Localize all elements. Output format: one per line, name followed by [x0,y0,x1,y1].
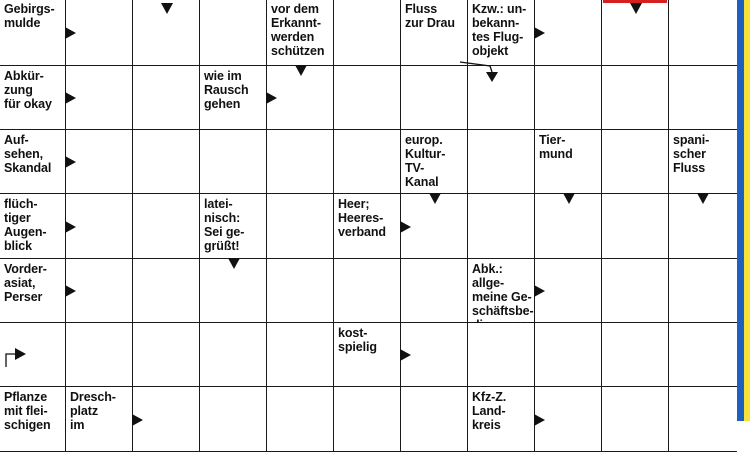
answer-cell[interactable] [669,323,737,387]
answer-cell[interactable] [602,194,669,259]
clue-cell-c19 [468,387,535,452]
clue-text: Fluss zur Drau [405,2,455,30]
clue-text: Tier- mund [539,133,573,161]
arrow-down-icon [630,3,642,14]
clue-text: vor dem Erkannt- werden schützen [271,2,325,58]
answer-cell[interactable] [602,323,669,387]
answer-cell[interactable] [267,194,334,259]
answer-cell[interactable] [468,194,535,259]
arrow-right-icon [65,221,76,233]
answer-cell[interactable] [200,387,267,452]
answer-cell[interactable] [535,387,602,452]
answer-cell[interactable] [133,387,200,452]
answer-cell[interactable] [669,66,737,130]
answer-cell[interactable] [669,0,737,66]
answer-cell[interactable] [334,387,401,452]
clue-text: Vorder- asiat, Perser [4,262,47,304]
arrow-right-icon [65,156,76,168]
clue-cell-c9 [535,130,602,194]
answer-cell[interactable] [468,130,535,194]
arrow-right-icon [65,92,76,104]
clue-text: flüch- tiger Augen- blick [4,197,47,253]
answer-cell[interactable] [66,0,133,66]
answer-cell[interactable] [602,259,669,323]
answer-cell[interactable] [133,259,200,323]
answer-cell[interactable] [133,66,200,130]
answer-cell[interactable] [66,323,133,387]
answer-cell[interactable] [334,0,401,66]
answer-cell[interactable] [66,259,133,323]
arrow-right-icon [65,27,76,39]
arrow-right-icon [65,285,76,297]
arrow-down-icon [161,3,173,14]
clue-cell-c17 [0,387,66,452]
answer-cell[interactable] [401,66,468,130]
answer-cell[interactable] [602,66,669,130]
clue-text: wie im Rausch gehen [204,69,249,111]
arrow-right-icon [534,285,545,297]
answer-cell[interactable] [133,194,200,259]
answer-cell[interactable] [200,0,267,66]
clue-text: Abk.: allge- meine Ge- schäftsbe- [472,262,534,318]
arrow-right-icon [266,92,277,104]
clue-cell-c18 [66,387,133,452]
arrow-down-icon [228,258,240,269]
clue-cell-c7 [0,130,66,194]
arrow-down-icon [563,193,575,204]
answer-cell[interactable] [669,259,737,323]
clue-text: Auf- sehen, Skandal [4,133,52,175]
arrow-right-icon [132,414,143,426]
answer-cell[interactable] [267,387,334,452]
clue-text: Heer; Heeres- verband [338,197,386,239]
clue-cell-c16 [334,323,401,387]
arrow-right-icon [400,349,411,361]
answer-cell[interactable] [66,66,133,130]
answer-cell[interactable] [267,259,334,323]
answer-cell[interactable] [334,259,401,323]
answer-cell[interactable] [200,130,267,194]
answer-cell[interactable] [133,130,200,194]
clue-cell-c3 [401,0,468,66]
answer-cell[interactable] [66,130,133,194]
answer-cell[interactable] [535,323,602,387]
answer-cell[interactable] [200,323,267,387]
clue-text: latei- nisch: Sei ge- grüßt! [204,197,245,253]
answer-cell[interactable] [401,323,468,387]
blue-border-stripe [737,0,744,421]
clue-text: kost- spielig [338,326,377,354]
answer-cell[interactable] [535,66,602,130]
clue-text: Abkür- zung für okay [4,69,52,111]
answer-cell[interactable] [66,194,133,259]
answer-cell[interactable] [133,323,200,387]
arrow-down-icon [295,65,307,76]
clue-cell-c5 [0,66,66,130]
answer-cell[interactable] [334,66,401,130]
arrow-bent-down-icon [460,62,510,92]
clue-cell-c14 [0,259,66,323]
arrow-bent-right-icon [4,347,34,377]
arrow-right-icon [400,221,411,233]
clue-text: Pflanze mit flei- schigen [4,390,51,432]
clue-cell-c10 [669,130,737,194]
yellow-border-stripe [744,0,750,421]
answer-cell[interactable] [267,323,334,387]
answer-cell[interactable] [401,259,468,323]
answer-cell[interactable] [535,259,602,323]
answer-cell[interactable] [602,387,669,452]
answer-cell[interactable] [267,130,334,194]
clue-cell-c12 [200,194,267,259]
clue-text: spani- scher Fluss [673,133,710,175]
clue-text: Dresch- platz im [70,390,116,432]
answer-cell[interactable] [535,0,602,66]
clue-cell-c6 [200,66,267,130]
arrow-down-icon [429,193,441,204]
clue-text: europ. Kultur- TV- Kanal [405,133,446,189]
answer-cell[interactable] [669,387,737,452]
clue-text: Kfz-Z. Land- kreis [472,390,507,432]
clue-cell-c4 [468,0,535,66]
answer-cell[interactable] [401,387,468,452]
clue-cell-c2 [267,0,334,66]
clue-cell-c13 [334,194,401,259]
clue-text: Kzw.: un- bekann- tes Flug- objekt [472,2,527,58]
clue-cell-c8 [401,130,468,194]
arrow-down-icon [697,193,709,204]
answer-cell[interactable] [334,130,401,194]
arrow-right-icon [534,27,545,39]
answer-cell[interactable] [468,323,535,387]
answer-cell[interactable] [602,130,669,194]
clue-cell-c15 [468,259,535,323]
arrow-right-icon [534,414,545,426]
clue-cell-c1 [0,0,66,66]
clue-text: Gebirgs- mulde [4,2,55,30]
clue-cell-c11 [0,194,66,259]
